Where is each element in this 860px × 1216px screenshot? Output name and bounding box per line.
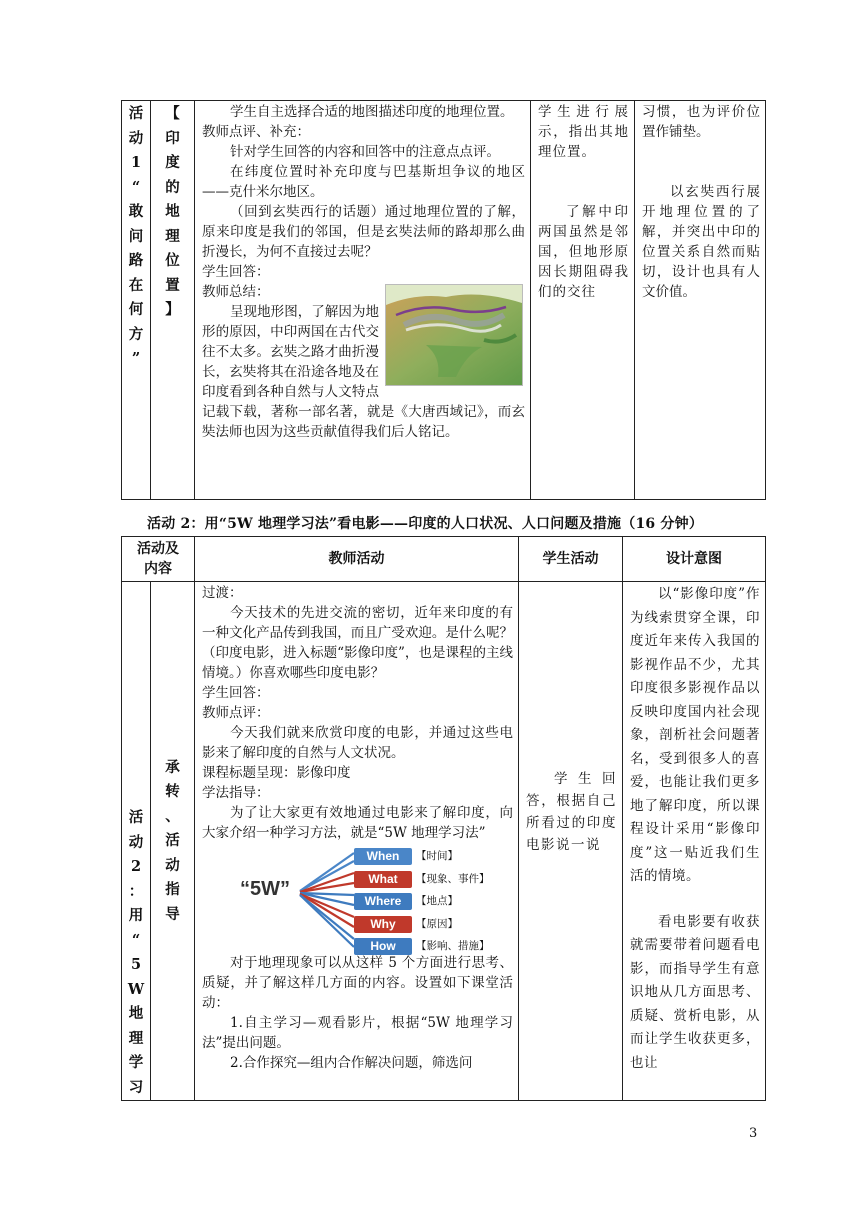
activity-name-char: “: [131, 931, 141, 949]
activity-1-row: [122, 101, 766, 500]
teacher-activity-cell: [195, 582, 519, 1101]
w-when-label: 【时间】: [416, 850, 458, 862]
w-what-label: 【现象、事件】: [416, 872, 490, 885]
w-where-pill: Where: [354, 893, 412, 910]
activity-name-char: “: [131, 178, 141, 196]
fan-lines-graphic: [298, 843, 356, 953]
teacher-text: 1.自主学习—观看影片，根据“5W 地理学习法”提出问题。: [202, 1015, 513, 1051]
activity-name-char: 1: [130, 154, 142, 171]
teacher-text: 2.合作探究—组内合作解决问题，筛选问: [230, 1055, 473, 1071]
activity-name-char: 理: [128, 1029, 144, 1047]
teacher-text: 过渡：: [202, 585, 243, 601]
w-how-label: 【影响、措施】: [416, 940, 490, 952]
activity-content-char: 【: [165, 105, 180, 122]
activity-1-name-cell: [122, 101, 151, 500]
student-activity-cell: [531, 101, 635, 500]
table-header-row: [122, 537, 766, 582]
teacher-text: 今天技术的先进交流的密切，近年来印度的有一种文化产品传到我国，而且广受欢迎。是什么呢？（印度电影，进入标题“影像印度”，也是课程的主线情境。）你喜欢哪些印度电影？: [202, 605, 513, 681]
teacher-text: 教师点评：: [202, 705, 270, 721]
activity-name-char: 活: [128, 809, 144, 826]
activity-1-content-cell: [151, 101, 195, 500]
activity-1-table: [121, 100, 766, 500]
design-text: 看电影要有收获就需要带着问题看电影，而指导学生有意识地从几方面思考、质疑、赏析电影，从而让学生收获更多，也让: [630, 913, 760, 1071]
activity-name-char: ”: [131, 350, 141, 367]
activity-2-name-cell: [122, 582, 151, 1101]
header-activity: 活动及内容: [122, 537, 195, 582]
activity-name-char: 学: [128, 1054, 144, 1071]
teacher-text: 学生回答：: [202, 685, 270, 701]
header-teacher: 教师活动: [195, 537, 519, 582]
5w-diagram: [202, 843, 513, 953]
activity-name-char: 动: [128, 833, 144, 851]
5w-center-label: “5W”: [240, 878, 290, 900]
teacher-text: 针对学生回答的内容和回答中的注意点点评。: [230, 144, 500, 160]
student-activity-cell: [519, 582, 623, 1101]
w-why-pill: Why: [354, 916, 412, 933]
design-intent-cell: [635, 101, 766, 500]
teacher-text: 学法指导：: [202, 785, 270, 801]
w-when-pill: When: [354, 848, 412, 865]
activity-2-content-cell: [151, 582, 195, 1101]
activity-content-char: 转: [165, 783, 180, 801]
activity-2-row: [122, 582, 766, 1101]
teacher-text: 教师点评、补充：: [202, 124, 310, 140]
activity-name-char: 地: [128, 1005, 144, 1022]
w-why-label: 【原因】: [416, 917, 458, 930]
teacher-text: 今天我们就来欣赏印度的电影，并通过这些电影来了解印度的自然与人文状况。: [202, 725, 513, 761]
activity-content-char: 的: [165, 178, 180, 196]
activity-name-char: W: [127, 980, 145, 998]
w-where-label: 【地点】: [416, 895, 458, 907]
design-text: 以“影像印度”作为线索贯穿全课，印度近年来传入我国的影视作品不少，尤其印度很多影视作品以反映印度国内社会现象，剖析社会问题著名，受到很多人的喜爱，也能让我们更多地了解印度，所以课程设计采用“影像印度”这一贴近我们生活的情境。: [630, 586, 760, 884]
design-intent-cell: [623, 582, 766, 1101]
activity-name-char: 路: [128, 252, 144, 269]
teacher-text: 在纬度位置时补充印度与巴基斯坦争议的地区——克什米尔地区。: [202, 164, 525, 200]
activity-name-char: ：: [128, 882, 144, 900]
teacher-text: 学生回答：: [202, 264, 270, 280]
design-text: 习惯，也为评价位置作铺垫。: [642, 104, 760, 140]
page-number: 3: [749, 1126, 758, 1141]
student-text: 学生进行展示，指出其地理位置。: [538, 104, 629, 160]
teacher-text: 教师总结：: [202, 284, 270, 300]
header-student: 学生活动: [519, 537, 623, 582]
activity-content-char: 印: [165, 129, 180, 147]
teacher-text: 课程标题呈现：影像印度: [202, 765, 351, 781]
activity-name-char: 问: [128, 227, 144, 245]
teacher-text: 为了让大家更有效地通过电影来了解印度，向大家介绍一种学习方法，就是“5W 地理学习法”: [202, 805, 513, 841]
activity-name-char: 用: [128, 907, 144, 924]
activity-name-char: 在: [128, 276, 144, 294]
activity-content-char: 度: [165, 154, 180, 171]
teacher-text: 对于地理现象可以从这样 5 个方面进行思考、质疑，并了解这样几方面的内容。设置如下课堂活动：: [202, 955, 513, 1011]
activity-content-char: 理: [165, 227, 180, 245]
activity-name-char: 动: [128, 129, 144, 147]
activity-name-char: 敢: [128, 203, 144, 220]
terrain-map-image: [385, 284, 523, 386]
w-how-pill: How: [354, 938, 412, 955]
activity-name-char: 何: [128, 301, 144, 318]
activity-2-table: [121, 536, 766, 1101]
activity-content-char: 】: [165, 301, 180, 318]
activity-content-char: 指: [165, 881, 180, 899]
teacher-text: 呈现地形图，了解因为地形的原因，中印两国在古代交往不太多。玄奘之路才曲折漫长，玄奘将其在沿途各地及在印度看到各种自然与人文特点记载下载，著称一部名著，就是《大唐西域记》，而玄奘法师也因为这些贡献值得我们后人铭记。: [202, 304, 525, 440]
teacher-text: （回到玄奘西行的话题）通过地理位置的了解，原来印度是我们的邻国，但是玄奘法师的路却那么曲折漫长，为何不直接过去呢？: [202, 204, 525, 260]
activity-content-char: 地: [165, 203, 180, 220]
activity-name-char: 方: [128, 325, 144, 343]
activity-name-char: 5: [130, 956, 142, 973]
activity-name-char: 2: [130, 858, 142, 875]
activity-content-char: 置: [165, 276, 180, 294]
activity-content-char: 动: [165, 856, 180, 874]
teacher-activity-cell: [195, 101, 531, 500]
activity-content-char: 位: [165, 252, 180, 269]
header-design: 设计意图: [623, 537, 766, 582]
activity-name-char: 活: [128, 105, 144, 122]
activity-content-char: 承: [165, 758, 180, 776]
teacher-text: 学生自主选择合适的地图描述印度的地理位置。: [230, 104, 514, 120]
student-text: 学生回答，根据自己所看过的印度电影说一说: [526, 770, 617, 853]
w-what-pill: What: [354, 871, 412, 888]
student-text: 了解中印两国虽然是邻国，但地形原因长期阻碍我们的交往: [538, 204, 629, 300]
design-text: 以玄奘西行展开地理位置的了解，并突出中印的位置关系自然而贴切，设计也具有人文价值。: [642, 184, 760, 300]
activity-content-char: 、: [165, 807, 180, 825]
activity-content-char: 活: [165, 832, 180, 850]
activity-content-char: 导: [165, 905, 180, 923]
activity-name-char: 习: [128, 1078, 144, 1096]
section-2-title: 活动 2：用“5W 地理学习法”看电影——印度的人口状况、人口问题及措施（16 分钟）: [147, 516, 704, 532]
